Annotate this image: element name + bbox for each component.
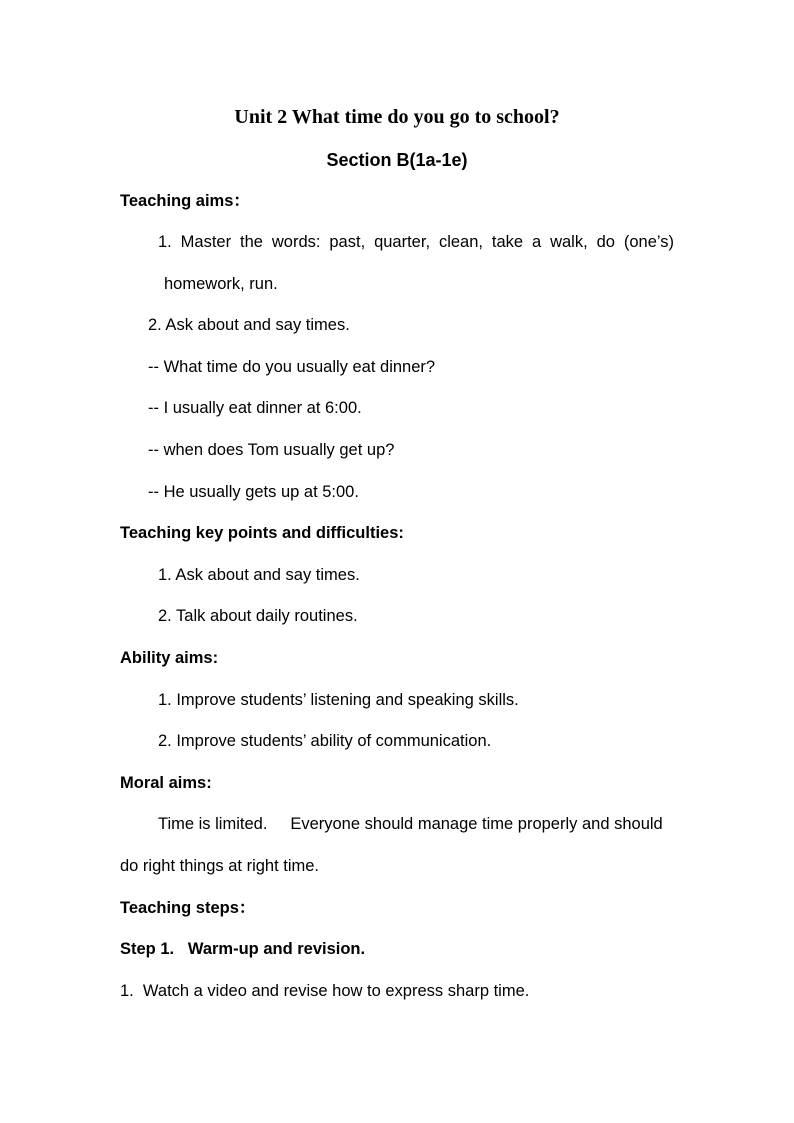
teaching-aims-item-1-line-1: 1. Master the words: past, quarter, clean, take a walk, do (one’s)	[158, 233, 674, 251]
moral-aims-line-2: do right things at right time.	[120, 857, 320, 875]
ability-aims-item: 2. Improve students’ ability of communication.	[158, 732, 492, 750]
teaching-steps-heading: Teaching steps：	[120, 899, 256, 917]
section-subtitle: Section B(1a-1e)	[326, 150, 468, 170]
dialogue-line: -- He usually gets up at 5:00.	[148, 483, 359, 501]
step-1-item-1: 1. Watch a video and revise how to express sharp time.	[120, 982, 530, 1000]
moral-aims-heading: Moral aims:	[120, 774, 212, 792]
key-points-heading: Teaching key points and difficulties:	[120, 524, 404, 542]
document-title: Unit 2 What time do you go to school?	[234, 106, 560, 128]
dialogue-line: -- What time do you usually eat dinner?	[148, 358, 436, 376]
ability-aims-item: 1. Improve students’ listening and speaking skills.	[158, 691, 519, 709]
key-points-item: 1. Ask about and say times.	[158, 566, 360, 584]
step-1-heading: Step 1. Warm-up and revision.	[120, 940, 366, 958]
teaching-aims-heading: Teaching aims：	[120, 192, 250, 210]
dialogue-line: -- I usually eat dinner at 6:00.	[148, 399, 362, 417]
teaching-aims-item-1-line-2: homework, run.	[164, 275, 278, 293]
moral-aims-line-1: Time is limited. Everyone should manage time properly and should	[158, 815, 663, 833]
teaching-aims-item-2: 2. Ask about and say times.	[148, 316, 350, 334]
ability-aims-heading: Ability aims:	[120, 649, 219, 667]
dialogue-line: -- when does Tom usually get up?	[148, 441, 395, 459]
key-points-item: 2. Talk about daily routines.	[158, 607, 358, 625]
